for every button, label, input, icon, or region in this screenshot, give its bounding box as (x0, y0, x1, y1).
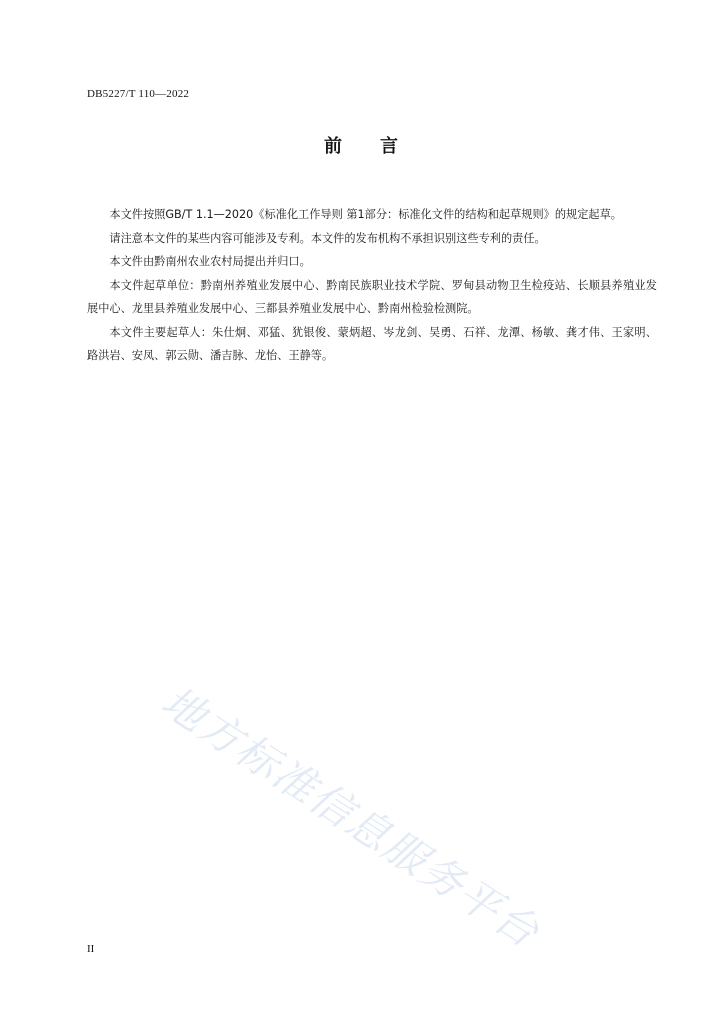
document-code: DB5227/T 110—2022 (87, 88, 190, 100)
title-char-2: 言 (380, 136, 400, 157)
paragraph-drafting-units: 本文件起草单位：黔南州养殖业发展中心、黔南民族职业技术学院、罗甸县动物卫生检疫站、长顺县养殖业发展中心、龙里县养殖业发展中心、三都县养殖业发展中心、黔南州检验检测院。 (87, 278, 657, 315)
foreword-body (87, 203, 657, 368)
watermark-text: 地方标准信息服务平台 (152, 676, 549, 958)
page-title (0, 132, 724, 158)
title-char-1: 前 (324, 136, 344, 157)
paragraph-drafting-rules: 本文件按照GB/T 1.1—2020《标准化工作导则 第1部分：标准化文件的结构和起草规则》的规定起草。 (109, 208, 622, 221)
paragraph-patent-notice: 请注意本文件的某些内容可能涉及专利。本文件的发布机构不承担识别这些专利的责任。 (109, 231, 546, 245)
paragraph-proposer: 本文件由黔南州农业农村局提出并归口。 (109, 255, 311, 268)
page-number: II (87, 943, 95, 955)
paragraph-drafters: 本文件主要起草人：朱仕炯、邓猛、犹银俊、蒙炳超、岑龙剑、吴勇、石祥、龙潭、杨敏、龚才伟、王家明、路洪岩、安凤、郭云勋、潘吉脉、龙怡、王静等。 (87, 325, 657, 362)
